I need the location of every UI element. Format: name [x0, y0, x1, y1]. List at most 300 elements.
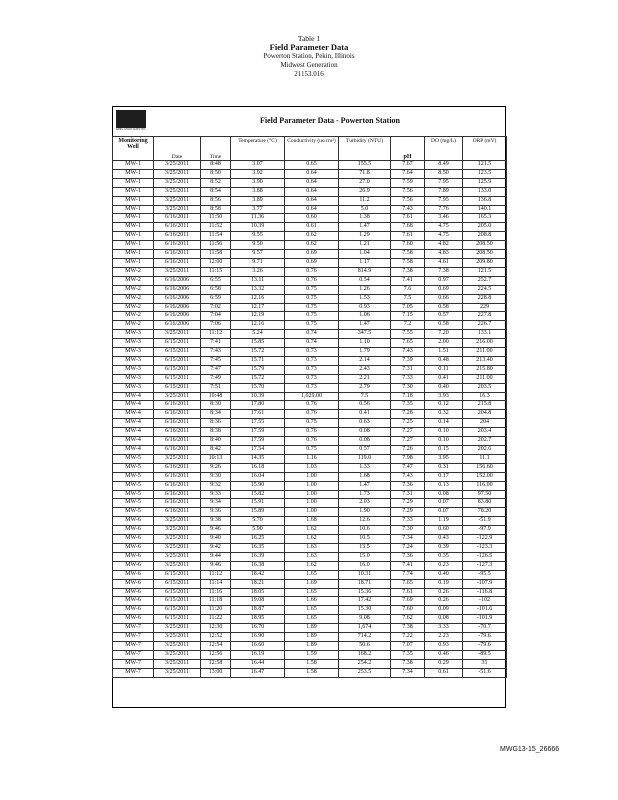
cell-turb: 254.2 — [339, 659, 391, 668]
cell-well: MW-4 — [113, 428, 154, 437]
cell-time: 8:36 — [201, 419, 231, 428]
cell-orp: 215.80 — [463, 365, 507, 374]
cell-turb: 1.04 — [339, 250, 391, 259]
cell-cond: 0.75 — [285, 446, 339, 455]
cell-temp: 16.70 — [231, 624, 285, 633]
cell-time: 11:12 — [201, 570, 231, 579]
table-row — [113, 615, 507, 624]
cell-cond: 0.74 — [285, 339, 339, 348]
cell-ph: 7.74 — [391, 570, 425, 579]
cell-well: MW-6 — [113, 606, 154, 615]
cell-turb: 2.21 — [339, 374, 391, 383]
cell-turb: 2.79 — [339, 383, 391, 392]
cell-temp: 3.89 — [231, 196, 285, 205]
cell-time: 9:38 — [201, 517, 231, 526]
cell-time: 9:33 — [201, 490, 231, 499]
table-row — [113, 472, 507, 481]
cell-ph: 7.60 — [391, 241, 425, 250]
cell-ph: 7.18 — [391, 392, 425, 401]
table-row — [113, 508, 507, 517]
cell-temp: 15.70 — [231, 383, 285, 392]
cell-cond: 1.65 — [285, 606, 339, 615]
table-row — [113, 294, 507, 303]
cell-turb: 15.30 — [339, 606, 391, 615]
table-body — [113, 161, 507, 678]
company: Midwest Generation — [280, 61, 338, 69]
cell-do: 3.93 — [425, 392, 463, 401]
cell-ph: 7.65 — [391, 579, 425, 588]
cell-cond: 1.62 — [285, 561, 339, 570]
cell-orp: 202.6 — [463, 446, 507, 455]
cell-well: MW-4 — [113, 401, 154, 410]
cell-orp: 203.5 — [463, 383, 507, 392]
cell-well: MW-1 — [113, 241, 154, 250]
cell-ph: 7.33 — [391, 517, 425, 526]
table-row — [113, 321, 507, 330]
cell-well: MW-5 — [113, 508, 154, 517]
cell-temp: 5.70 — [231, 517, 285, 526]
kprg-logo — [116, 110, 146, 134]
cell-temp: 16.19 — [231, 650, 285, 659]
cell-date: 6/16/2011 — [154, 223, 201, 232]
cell-time: 10:13 — [201, 454, 231, 463]
cell-well: MW-6 — [113, 579, 154, 588]
document-header — [0, 34, 618, 79]
cell-turb: 1.38 — [339, 214, 391, 223]
table-row — [113, 187, 507, 196]
cell-orp: 121.5 — [463, 267, 507, 276]
cell-well: MW-6 — [113, 561, 154, 570]
cell-cond: 0.75 — [285, 285, 339, 294]
cell-temp: 13.11 — [231, 276, 285, 285]
table-row — [113, 481, 507, 490]
cell-temp: 19.08 — [231, 597, 285, 606]
cell-date: 3/25/2011 — [154, 196, 201, 205]
cell-ph: 7.69 — [391, 597, 425, 606]
cell-orp: 165.3 — [463, 214, 507, 223]
cell-temp: 12.17 — [231, 303, 285, 312]
cell-time: 8:34 — [201, 410, 231, 419]
field-parameter-table — [112, 136, 507, 678]
cell-time: 12:52 — [201, 633, 231, 642]
cell-well: MW-4 — [113, 410, 154, 419]
cell-turb: 1.90 — [339, 508, 391, 517]
cell-date: 3/25/2011 — [154, 517, 201, 526]
cell-cond: 1.62 — [285, 535, 339, 544]
cell-temp: 18.21 — [231, 579, 285, 588]
cell-ph: 7.41 — [391, 276, 425, 285]
cell-date: 6/15/2011 — [154, 588, 201, 597]
cell-ph: 7.43 — [391, 348, 425, 357]
cell-orp: 211.00 — [463, 374, 507, 383]
cell-do: 0.69 — [425, 285, 463, 294]
cell-orp: 229 — [463, 303, 507, 312]
cell-do: 0.12 — [425, 401, 463, 410]
cell-orp: 205.0 — [463, 223, 507, 232]
cell-cond: 0.62 — [285, 232, 339, 241]
logo-mark — [116, 110, 146, 128]
table-row — [113, 561, 507, 570]
cell-time: 12:56 — [201, 650, 231, 659]
table-row — [113, 374, 507, 383]
cell-date: 6/16/2011 — [154, 232, 201, 241]
cell-do: 0.66 — [425, 294, 463, 303]
cell-do: 0.19 — [425, 579, 463, 588]
cell-turb: 1.17 — [339, 258, 391, 267]
cell-temp: 16.90 — [231, 633, 285, 642]
cell-well: MW-3 — [113, 330, 154, 339]
cell-do: 0.08 — [425, 615, 463, 624]
cell-time: 7:06 — [201, 321, 231, 330]
cell-well: MW-5 — [113, 499, 154, 508]
cell-orp: 216.00 — [463, 339, 507, 348]
cell-orp: 208.50 — [463, 250, 507, 259]
cell-turb: 7.5 — [339, 392, 391, 401]
cell-well: MW-2 — [113, 303, 154, 312]
cell-turb: 1.47 — [339, 481, 391, 490]
cell-date: 6/16/2011 — [154, 490, 201, 499]
cell-do: 0.58 — [425, 303, 463, 312]
cell-ph: 7.33 — [391, 374, 425, 383]
table-row — [113, 517, 507, 526]
cell-ph: 7.38 — [391, 659, 425, 668]
cell-ph: 7.61 — [391, 214, 425, 223]
cell-turb: 1.53 — [339, 294, 391, 303]
cell-orp: -79.6 — [463, 633, 507, 642]
cell-time: 11:50 — [201, 214, 231, 223]
cell-temp: 17.55 — [231, 419, 285, 428]
table-row — [113, 267, 507, 276]
cell-turb: 26.9 — [339, 187, 391, 196]
cell-turb: 119.0 — [339, 454, 391, 463]
cell-temp: 5.24 — [231, 330, 285, 339]
table-row — [113, 178, 507, 187]
cell-temp: 16.39 — [231, 552, 285, 561]
cell-date: 3/25/2011 — [154, 205, 201, 214]
cell-ph: 7.36 — [391, 481, 425, 490]
cell-time: 8:56 — [201, 196, 231, 205]
cell-do: 4.83 — [425, 250, 463, 259]
cell-orp: 97.50 — [463, 490, 507, 499]
cell-date: 6/16/2006 — [154, 321, 201, 330]
cell-do: 0.07 — [425, 508, 463, 517]
cell-ph: 7.30 — [391, 383, 425, 392]
cell-date: 3/25/2011 — [154, 633, 201, 642]
col-do: DO (mg/L) — [425, 137, 463, 161]
cell-ph: 7.39 — [391, 356, 425, 365]
cell-orp: -101.6 — [463, 606, 507, 615]
cell-temp: 17.61 — [231, 410, 285, 419]
cell-well: MW-1 — [113, 205, 154, 214]
cell-ph: 7.28 — [391, 410, 425, 419]
cell-cond: 0.76 — [285, 410, 339, 419]
cell-date: 3/25/2011 — [154, 561, 201, 570]
cell-cond: 1.58 — [285, 668, 339, 677]
cell-turb: 18.71 — [339, 579, 391, 588]
table-row — [113, 241, 507, 250]
cell-date: 6/16/2011 — [154, 419, 201, 428]
cell-orp: -51.6 — [463, 668, 507, 677]
cell-ph: 7.24 — [391, 543, 425, 552]
cell-turb: 10.5 — [339, 535, 391, 544]
table-row — [113, 419, 507, 428]
table-row — [113, 258, 507, 267]
cell-cond: 0.74 — [285, 330, 339, 339]
table-row — [113, 356, 507, 365]
cell-cond: 0.61 — [285, 223, 339, 232]
cell-do: 3.46 — [425, 214, 463, 223]
cell-temp: 16.47 — [231, 668, 285, 677]
cell-time: 11:18 — [201, 597, 231, 606]
cell-date: 3/25/2011 — [154, 330, 201, 339]
cell-well: MW-6 — [113, 535, 154, 544]
cell-orp: 213.40 — [463, 356, 507, 365]
cell-date: 3/25/2011 — [154, 552, 201, 561]
cell-time: 8:40 — [201, 437, 231, 446]
table-row — [113, 348, 507, 357]
cell-orp: -97.9 — [463, 526, 507, 535]
cell-cond: 1.58 — [285, 659, 339, 668]
table-row — [113, 303, 507, 312]
cell-cond: 1.89 — [285, 641, 339, 650]
cell-cond: 0.76 — [285, 428, 339, 437]
cell-ph: 7.38 — [391, 624, 425, 633]
cell-turb: 1.21 — [339, 241, 391, 250]
cell-date: 6/15/2011 — [154, 374, 201, 383]
cell-turb: 71.8 — [339, 169, 391, 178]
table-heading: Field Parameter Data - Powerton Station — [259, 116, 401, 125]
cell-orp: -102 — [463, 597, 507, 606]
cell-orp: 202.7 — [463, 437, 507, 446]
cell-temp: 18.05 — [231, 588, 285, 597]
cell-ph: 7.35 — [391, 401, 425, 410]
cell-temp: 9.57 — [231, 250, 285, 259]
cell-ph: 7.22 — [391, 633, 425, 642]
cell-time: 6:55 — [201, 276, 231, 285]
cell-do: 0.08 — [425, 490, 463, 499]
table-row — [113, 223, 507, 232]
cell-do: 0.13 — [425, 481, 463, 490]
cell-ph: 7.58 — [391, 258, 425, 267]
cell-ph: 7.29 — [391, 508, 425, 517]
cell-turb: 1,674 — [339, 624, 391, 633]
cell-time: 9:30 — [201, 472, 231, 481]
cell-turb: 50.6 — [339, 641, 391, 650]
cell-well: MW-6 — [113, 615, 154, 624]
cell-well: MW-2 — [113, 321, 154, 330]
cell-temp: 15.91 — [231, 499, 285, 508]
cell-well: MW-4 — [113, 419, 154, 428]
table-row — [113, 624, 507, 633]
col-turbidity: Turbidity (NTU) — [339, 137, 391, 161]
cell-do: 4.75 — [425, 223, 463, 232]
cell-temp: 16.18 — [231, 463, 285, 472]
cell-temp: 18.42 — [231, 570, 285, 579]
table-row — [113, 232, 507, 241]
cell-turb: 155.5 — [339, 161, 391, 170]
cell-time: 6:59 — [201, 294, 231, 303]
cell-turb: 10.6 — [339, 526, 391, 535]
cell-temp: 3.90 — [231, 178, 285, 187]
cell-date: 6/15/2011 — [154, 579, 201, 588]
table-row — [113, 446, 507, 455]
cell-cond: 0.73 — [285, 383, 339, 392]
cell-well: MW-1 — [113, 250, 154, 259]
cell-cond: 1.68 — [285, 517, 339, 526]
cell-do: 0.40 — [425, 570, 463, 579]
cell-temp: 16.35 — [231, 543, 285, 552]
cell-cond: 0.64 — [285, 169, 339, 178]
cell-temp: 15.89 — [231, 508, 285, 517]
cell-cond: 1.69 — [285, 579, 339, 588]
cell-temp: 13.32 — [231, 285, 285, 294]
cell-time: 8:54 — [201, 187, 231, 196]
table-row — [113, 401, 507, 410]
cell-do: 0.60 — [425, 526, 463, 535]
cell-turb: 0.57 — [339, 446, 391, 455]
cell-ph: 7.26 — [391, 446, 425, 455]
cell-date: 6/16/2011 — [154, 241, 201, 250]
table-row — [113, 214, 507, 223]
table-row — [113, 410, 507, 419]
cell-time: 9:36 — [201, 508, 231, 517]
cell-well: MW-7 — [113, 668, 154, 677]
cell-well: MW-1 — [113, 178, 154, 187]
cell-time: 7:47 — [201, 365, 231, 374]
cell-do: 3.33 — [425, 624, 463, 633]
cell-orp: 228.8 — [463, 294, 507, 303]
cell-do: 7.76 — [425, 205, 463, 214]
cell-temp: 16.60 — [231, 641, 285, 650]
cell-well: MW-2 — [113, 267, 154, 276]
cell-orp: -101.9 — [463, 615, 507, 624]
col-date: Date — [154, 137, 201, 161]
cell-date: 3/25/2011 — [154, 178, 201, 187]
cell-temp: 15.82 — [231, 490, 285, 499]
cell-well: MW-3 — [113, 348, 154, 357]
cell-ph: 7.31 — [391, 365, 425, 374]
cell-date: 3/25/2011 — [154, 641, 201, 650]
cell-cond: 0.64 — [285, 205, 339, 214]
cell-ph: 7.65 — [391, 339, 425, 348]
cell-temp: 17.59 — [231, 437, 285, 446]
table-row — [113, 428, 507, 437]
table-title: Field Parameter Data — [269, 42, 349, 52]
cell-ph: 7.30 — [391, 526, 425, 535]
cell-time: 9:34 — [201, 499, 231, 508]
cell-do: 0.11 — [425, 365, 463, 374]
cell-turb: 11.2 — [339, 196, 391, 205]
cell-time: 11:52 — [201, 223, 231, 232]
cell-cond: 0.76 — [285, 276, 339, 285]
table-row — [113, 383, 507, 392]
cell-do: 0.32 — [425, 410, 463, 419]
cell-cond: 0.62 — [285, 241, 339, 250]
col-temperature: Temperature (°C) — [231, 137, 285, 161]
cell-date: 6/16/2011 — [154, 401, 201, 410]
cell-orp: 208.50 — [463, 241, 507, 250]
cell-orp: -126.5 — [463, 552, 507, 561]
table-row — [113, 490, 507, 499]
cell-orp: 208.8 — [463, 232, 507, 241]
cell-turb: 347.5 — [339, 330, 391, 339]
cell-do: 0.93 — [425, 641, 463, 650]
cell-do: 8.49 — [425, 161, 463, 170]
cell-orp: 133.0 — [463, 187, 507, 196]
cell-date: 6/16/2011 — [154, 463, 201, 472]
cell-date: 6/16/2011 — [154, 410, 201, 419]
cell-cond: 1.59 — [285, 650, 339, 659]
cell-cond: 1.89 — [285, 633, 339, 642]
cell-temp: 15.79 — [231, 365, 285, 374]
cell-date: 6/16/2006 — [154, 294, 201, 303]
cell-date: 6/15/2011 — [154, 383, 201, 392]
cell-time: 11:54 — [201, 232, 231, 241]
cell-date: 3/25/2011 — [154, 659, 201, 668]
cell-time: 9:46 — [201, 561, 231, 570]
cell-turb: 0.08 — [339, 428, 391, 437]
cell-cond: 1.00 — [285, 490, 339, 499]
cell-orp: -89.5 — [463, 650, 507, 659]
location: Powerton Station, Pekin, Illinois — [263, 52, 355, 60]
cell-date: 6/15/2011 — [154, 615, 201, 624]
cell-ph: 7.64 — [391, 169, 425, 178]
table-row — [113, 161, 507, 170]
cell-ph: 7.56 — [391, 196, 425, 205]
cell-ph: 7.6 — [391, 285, 425, 294]
cell-ph: 7.56 — [391, 187, 425, 196]
cell-cond: 0.73 — [285, 374, 339, 383]
cell-date: 6/16/2006 — [154, 285, 201, 294]
cell-cond: 1.00 — [285, 499, 339, 508]
cell-orp: 123.5 — [463, 169, 507, 178]
cell-ph: 7.98 — [391, 454, 425, 463]
cell-do: 0.35 — [425, 552, 463, 561]
table-row — [113, 606, 507, 615]
table-row — [113, 250, 507, 259]
cell-do: 4.61 — [425, 258, 463, 267]
cell-do: 4.75 — [425, 232, 463, 241]
cell-date: 6/16/2011 — [154, 481, 201, 490]
cell-date: 6/15/2011 — [154, 348, 201, 357]
cell-temp: 16.38 — [231, 561, 285, 570]
cell-cond: 1.62 — [285, 526, 339, 535]
cell-turb: 15.36 — [339, 588, 391, 597]
cell-ph: 7.38 — [391, 267, 425, 276]
cell-date: 3/25/2011 — [154, 650, 201, 659]
cell-well: MW-7 — [113, 624, 154, 633]
cell-temp: 15.72 — [231, 348, 285, 357]
cell-cond: 1,029.00 — [285, 392, 339, 401]
table-number: Table 1 — [297, 34, 321, 43]
cell-turb: 1.68 — [339, 472, 391, 481]
cell-well: MW-1 — [113, 232, 154, 241]
cell-well: MW-6 — [113, 517, 154, 526]
cell-temp: 3.26 — [231, 267, 285, 276]
cell-time: 11:15 — [201, 267, 231, 276]
cell-time: 9:32 — [201, 481, 231, 490]
cell-time: 8:30 — [201, 401, 231, 410]
cell-cond: 0.75 — [285, 303, 339, 312]
cell-orp: 83.80 — [463, 499, 507, 508]
cell-well: MW-7 — [113, 650, 154, 659]
cell-time: 6:58 — [201, 285, 231, 294]
cell-turb: 1.47 — [339, 223, 391, 232]
cell-turb: 0.93 — [339, 303, 391, 312]
table-row — [113, 285, 507, 294]
cell-time: 7:49 — [201, 374, 231, 383]
cell-orp: 140.1 — [463, 205, 507, 214]
